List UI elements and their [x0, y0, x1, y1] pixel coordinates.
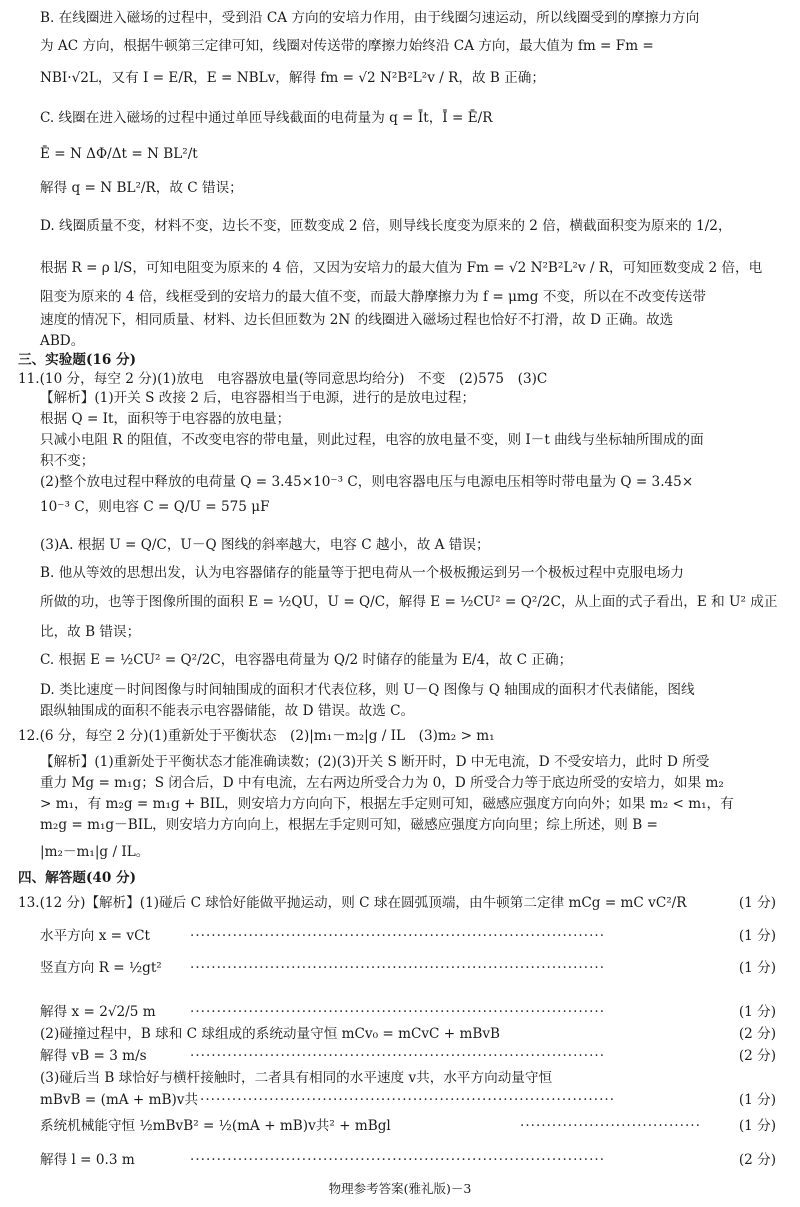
text-line: B. 他从等效的思想出发，认为电容器储存的能量等于把电荷从一个极板搬运到另一个极板过程中克服电场力	[40, 565, 684, 581]
text-line: 【解析】(1)开关 S 改接 2 后，电容器相当于电源，进行的是放电过程；	[40, 390, 476, 406]
score-label: (2 分)	[738, 1152, 776, 1168]
score-label: (1 分)	[738, 1004, 776, 1020]
text-line: |m₂－m₁|g / IL。	[40, 844, 150, 860]
text-line: 根据 R = ρ l/S，可知电阻变为原来的 4 倍，又因为安培力的最大值为 Fm = √2 N²B²L²v / R，可知匝数变成 2 倍，电	[40, 260, 763, 276]
question-head: 11.(10 分，每空 2 分)(1)放电 电容器放电量(等同意思均给分) 不变 (2)575 (3)C	[18, 371, 548, 387]
text-line: (3)碰后当 B 球恰好与横杆接触时，二者具有相同的水平速度 v共，水平方向动量守恒	[40, 1070, 553, 1086]
text-line: 解得 x = 2√2/5 m	[40, 1004, 156, 1020]
text-line: 根据 Q = It，面积等于电容器的放电量；	[40, 411, 291, 427]
text-line: 积不变；	[40, 453, 95, 469]
text-line: Ē = N ΔΦ/Δt = N BL²/t	[40, 146, 198, 162]
dot-leader: ··············································································	[190, 1048, 606, 1064]
text-line: 阻变为原来的 4 倍，线框受到的安培力的最大值不变，而最大静摩擦力为 f = μmg 不变，所以在不改变传送带	[40, 289, 706, 305]
dot-leader: ··············································································	[190, 1152, 606, 1168]
text-line: mBvB = (mA + mB)v共	[40, 1092, 199, 1108]
text-line: 重力 Mg = m₁g；S 闭合后，D 中有电流，左右两边所受合力为 0，D 所受合力等于底边所受的安培力，如果 m₂	[40, 775, 724, 791]
score-label: (2 分)	[738, 1048, 776, 1064]
text-line: 所做的功，也等于图像所围的面积 E = ½QU，U = Q/C，解得 E = ½CU² = Q²/2C，从上面的式子看出，E 和 U² 成正	[40, 594, 778, 610]
text-line: 跟纵轴围成的面积不能表示电容器储能，故 D 错误。故选 C。	[40, 703, 415, 719]
dot-leader: ··············································································	[200, 1092, 616, 1108]
text-line: 解得 l = 0.3 m	[40, 1152, 135, 1168]
score-label: (1 分)	[738, 1092, 776, 1108]
text-line: 竖直方向 R = ½gt²	[40, 960, 162, 976]
text-line: 10⁻³ C，则电容 C = Q/U = 575 μF	[40, 499, 270, 515]
text-line: 系统机械能守恒 ½mBvB² = ½(mA + mB)v共² + mBgl	[40, 1118, 391, 1134]
dot-leader: ··············································································	[190, 928, 606, 944]
score-label: (1 分)	[738, 1118, 776, 1134]
text-line: NBI·√2L，又有 I = E/R，E = NBLv，解得 fm = √2 N²B²L²v / R，故 B 正确；	[40, 70, 545, 86]
score-label: (1 分)	[738, 960, 776, 976]
dot-leader: ··············································································	[190, 1004, 606, 1020]
score-label: (1 分)	[738, 895, 776, 911]
text-line: D. 类比速度－时间图像与时间轴围成的面积才代表位移，则 U－Q 图像与 Q 轴围成的面积才代表储能，图线	[40, 682, 695, 698]
dot-leader: ··································	[520, 1118, 701, 1134]
score-label: (1 分)	[738, 928, 776, 944]
text-line: 13.(12 分)【解析】(1)碰后 C 球恰好能做平抛运动，则 C 球在圆弧顶端，由牛顿第二定律 mCg = mC vC²/R	[18, 895, 687, 911]
text-line: 速度的情况下，相同质量、材料、边长但匝数为 2N 的线圈进入磁场过程也恰好不打滑，故 D 正确。故选	[40, 312, 674, 328]
page-footer: 物理参考答案(雅礼版)－3	[328, 1181, 472, 1196]
text-line: D. 线圈质量不变，材料不变，边长不变，匝数变成 2 倍，则导线长度变为原来的 2 倍，横截面积变为原来的 1/2，	[40, 218, 732, 234]
section-heading: 四、解答题(40 分)	[18, 870, 137, 886]
section-heading: 三、实验题(16 分)	[18, 352, 137, 368]
text-line: B. 在线圈进入磁场的过程中，受到沿 CA 方向的安培力作用，由于线圈匀速运动，所以线圈受到的摩擦力方向	[40, 10, 700, 26]
text-line: ABD。	[40, 333, 85, 349]
text-line: m₂g = m₁g－BIL，则安培力方向向上，根据左手定则可知，磁感应强度方向向里；综上所述，则 B =	[40, 817, 658, 833]
text-line: 为 AC 方向，根据牛顿第三定律可知，线圈对传送带的摩擦力始终沿 CA 方向，最大值为 fm = Fm =	[40, 38, 654, 54]
dot-leader: ··············································································	[190, 960, 606, 976]
text-line: 比，故 B 错误；	[40, 624, 141, 640]
text-line: 解得 q = N BL²/R，故 C 错误；	[40, 180, 243, 196]
text-line: C. 线圈在进入磁场的过程中通过单匝导线截面的电荷量为 q = Īt，Ī = Ē/R	[40, 110, 493, 126]
text-line: (2)碰撞过程中，B 球和 C 球组成的系统动量守恒 mCv₀ = mCvC + mBvB	[40, 1026, 501, 1042]
question-head: 12.(6 分，每空 2 分)(1)重新处于平衡状态 (2)|m₁－m₂|g / IL (3)m₂ > m₁	[18, 728, 495, 744]
text-line: C. 根据 E = ½CU² = Q²/2C，电容器电荷量为 Q/2 时储存的能量为 E/4，故 C 正确；	[40, 652, 573, 668]
score-label: (2 分)	[738, 1026, 776, 1042]
text-line: 【解析】(1)重新处于平衡状态才能准确读数；(2)(3)开关 S 断开时，D 中无电流，D 不受安培力，此时 D 所受	[40, 754, 710, 770]
text-line: > m₁，有 m₂g = m₁g + BIL，则安培力方向向下，根据左手定则可知，磁感应强度方向向外；如果 m₂ < m₁，有	[40, 796, 734, 812]
text-line: (3)A. 根据 U = Q/C，U－Q 图线的斜率越大，电容 C 越小，故 A 错误；	[40, 537, 490, 553]
text-line: 只减小电阻 R 的阻值，不改变电容的带电量，则此过程，电容的放电量不变，则 I－t 曲线与坐标轴所围成的面	[40, 432, 704, 448]
text-line: 解得 vB = 3 m/s	[40, 1048, 147, 1064]
text-line: 水平方向 x = vCt	[40, 928, 150, 944]
text-line: (2)整个放电过程中释放的电荷量 Q = 3.45×10⁻³ C，则电容器电压与电源电压相等时带电量为 Q = 3.45×	[40, 474, 694, 490]
